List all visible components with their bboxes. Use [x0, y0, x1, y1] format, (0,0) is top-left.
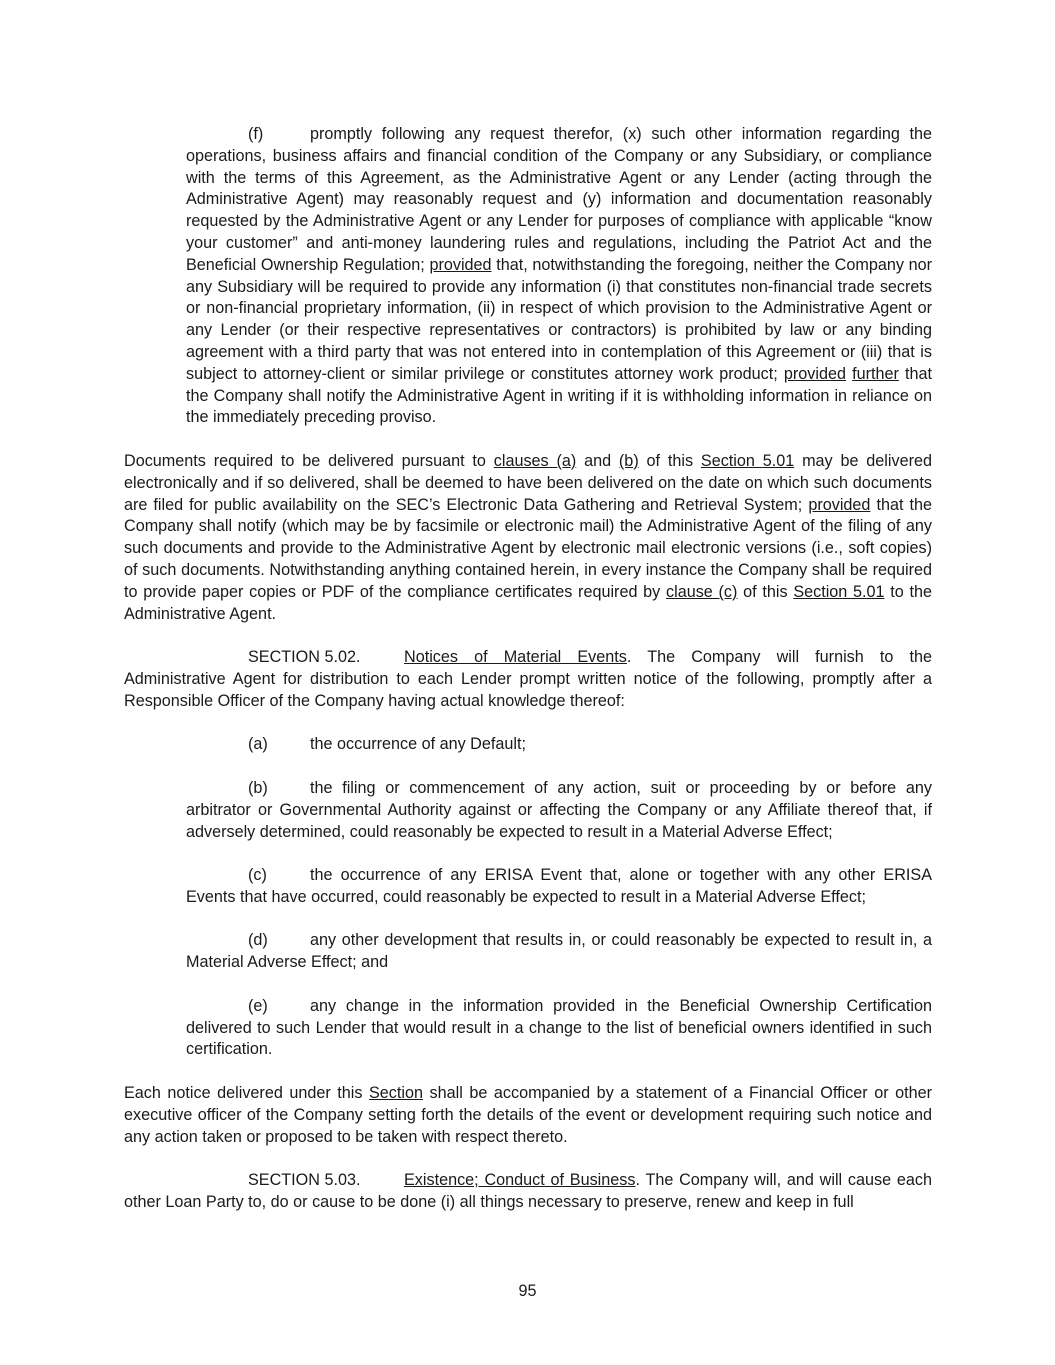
clause-label: (b)	[248, 778, 268, 797]
cross-reference: (b)	[618, 451, 639, 470]
underlined-term: provided	[429, 255, 492, 274]
cross-reference: clauses (a)	[493, 451, 577, 470]
notice-paragraph: Each notice delivered under this Section shall be accompanied by a statement of a Financial Officer or other executive officer of the Company setting forth the details of the event or development requiring such notice and any action taken or proposed to be taken with respect thereto.	[124, 1084, 933, 1146]
section-5-02-paragraph: SECTION 5.02. Notices of Material Events. The Company will furnish to the Administrative Agent for distribution to each Lender prompt written notice of the following, promptly after a Responsible Officer of the Company having actual knowledge thereof:	[124, 648, 932, 710]
underlined-term: provided	[783, 364, 846, 383]
clause-label: (c)	[248, 866, 267, 885]
section-title: Existence; Conduct of Business	[404, 1171, 636, 1190]
documents-delivery-paragraph: Documents required to be delivered pursuant to clauses (a) and (b) of this Section 5.01 may be delivered electronically and if so delivered, shall be deemed to have been delivered on the date on which such documents are filed for public availability on the SEC’s Electronic Data Gathering and Retrieval System; provided that the Company shall notify (which may be by facsimile or electronic mail) the Administrative Agent of the filing of any such documents and provide to the Administrative Agent by electronic mail electronic versions (i.e., soft copies) of such documents. Notwithstanding anything contained herein, in every instance the Company shall be required to provide paper copies or PDF of the compliance certificates required by clause (c) of this Section 5.01 to the Administrative Agent.	[124, 451, 933, 623]
list-item-b: (b) the filing or commencement of any action, suit or proceeding by or before any arbitrator or Governmental Authority against or affecting the Company or any Affiliate thereof that, if adversely determined, could reasonably be expected to result in a Material Adverse Effect;	[186, 778, 932, 841]
section-number: SECTION 5.02.	[248, 648, 361, 667]
document-body	[124, 124, 932, 1214]
list-item-d: (d) any other development that results in, or could reasonably be expected to result in, a Material Adverse Effect; and	[186, 931, 932, 972]
cross-reference: Section 5.01	[793, 582, 885, 601]
underlined-term: provided	[808, 495, 871, 514]
page-number: 95	[518, 1282, 537, 1300]
section-title: Notices of Material Events	[404, 648, 627, 667]
cross-reference: Section 5.01	[700, 451, 795, 470]
cross-reference: Section	[369, 1084, 423, 1103]
section-5-03-paragraph: SECTION 5.03. Existence; Conduct of Business. The Company will, and will cause each other Loan Party to, do or cause to be done (i) all things necessary to preserve, renew and keep in full	[124, 1171, 932, 1212]
clause-label: (f)	[248, 125, 264, 143]
clause-f-paragraph: (f) promptly following any request therefor, (x) such other information regarding the operations, business affairs and financial condition of the Company or any Subsidiary, or compliance with the terms of this Agreement, as the Administrative Agent or any Lender (acting through the Administrative Agent) may reasonably request and (y) information and documentation reasonably requested by the Administrative Agent or any Lender for purposes of compliance with applicable “know your customer” and anti-money laundering rules and regulations, including the Patriot Act and the Beneficial Ownership Regulation; provided that, notwithstanding the foregoing, neither the Company nor any Subsidiary will be required to provide any information (i) that constitutes non-financial trade secrets or non-financial proprietary information, (ii) in respect of which provision to the Administrative Agent or any Lender (or their respective representatives or contractors) is prohibited by law or any binding agreement with a third party that was not entered into in contemplation of this Agreement or (iii) that is subject to attorney-client or similar privilege or constitutes attorney work product; provided further that the Company shall notify the Administrative Agent in writing if it is withholding information in reliance on the immediately preceding proviso.	[186, 125, 933, 427]
clause-label: (a)	[248, 735, 268, 754]
clause-label: (d)	[248, 931, 268, 950]
cross-reference: clause (c)	[666, 582, 738, 601]
section-number: SECTION 5.03.	[248, 1171, 361, 1190]
underlined-term: further	[852, 364, 899, 383]
clause-label: (e)	[248, 996, 268, 1015]
list-item-c: (c) the occurrence of any ERISA Event that, alone or together with any other ERISA Events that have occurred, could reasonably be expected to result in a Material Adverse Effect;	[186, 866, 932, 906]
list-item-e: (e) any change in the information provided in the Beneficial Ownership Certification delivered to such Lender that would result in a change to the list of beneficial owners identified in such certification.	[186, 996, 932, 1059]
list-item-a: (a) the occurrence of any Default;	[186, 734, 932, 756]
